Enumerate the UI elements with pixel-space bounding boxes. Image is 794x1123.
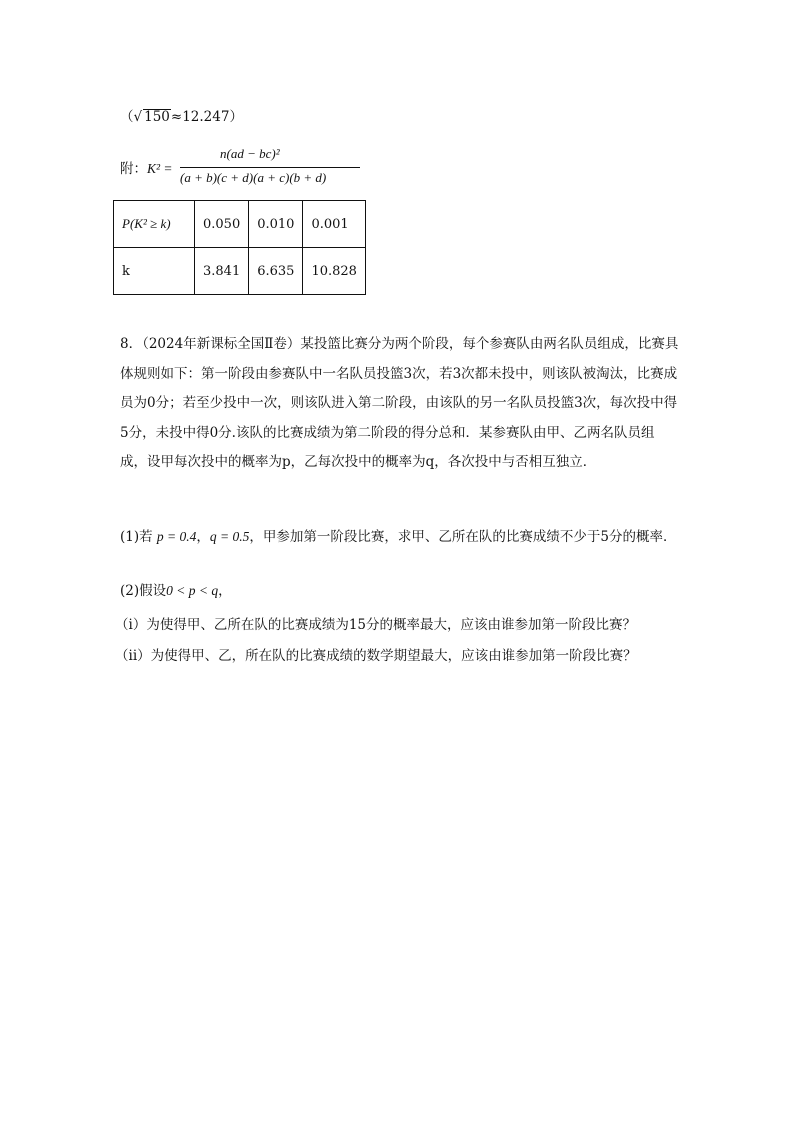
note-close-paren: ） xyxy=(229,109,243,125)
part-2-condition: 0 < p < q xyxy=(166,583,219,598)
critical-value-table xyxy=(113,200,366,295)
table-cell: 6.635 xyxy=(249,248,303,295)
sqrt-note xyxy=(120,108,243,126)
part-1-text: ，甲参加第一阶段比赛，求甲、乙所在队的比赛成绩不少于5分的概率． xyxy=(249,529,677,545)
table-header-label: P(K² ≥ k) xyxy=(114,201,195,248)
formula-label-line xyxy=(120,160,173,178)
table-row-label: k xyxy=(114,248,195,295)
formula-numerator: n(ad − bc)² xyxy=(220,146,280,161)
fraction-bar xyxy=(180,167,360,168)
part-2-prefix: (2)假设 xyxy=(120,583,167,599)
formula-label: 附： xyxy=(120,161,147,177)
part-2-suffix: ， xyxy=(218,583,232,599)
part-1 xyxy=(120,522,680,553)
table-row xyxy=(114,201,366,248)
sqrt-sign: √ xyxy=(133,109,143,125)
part-2-i: （i）为使得甲、乙所在队的比赛成绩为15分的概率最大，应该由谁参加第一阶段比赛？ xyxy=(115,617,636,633)
problem-statement: 8．（2024年新课标全国Ⅱ卷）某投篮比赛分为两个阶段，每个参赛队由两名队员组成，比赛具体规则如下：第一阶段由参赛队中一名队员投篮3次，若3次都未投中，则该队被淘汰，比赛成员为0分；若至少投中一次，则该队进入第二阶段，由该队的另一名队员投篮3次，每次投中得5分，未投中得0分.该队的比赛成绩为第二阶段的得分总和．某参赛队由甲、乙两名队员组成，设甲每次投中的概率为p，乙每次投中的概率为q，各次投中与否相互独立． xyxy=(120,336,679,470)
sqrt-radicand: 150 xyxy=(144,109,170,125)
part-2 xyxy=(120,582,232,600)
formula-lhs: K² = xyxy=(147,161,173,176)
table-cell: 0.050 xyxy=(195,201,249,248)
table-cell: 3.841 xyxy=(195,248,249,295)
table-cell: 0.001 xyxy=(303,201,366,248)
part-1-sep: ， xyxy=(196,529,210,545)
formula-denominator: (a + b)(c + d)(a + c)(b + d) xyxy=(180,170,327,185)
part-1-p: p = 0.4 xyxy=(156,529,197,544)
part-1-prefix: (1)若 xyxy=(120,529,157,545)
table-row xyxy=(114,248,366,295)
note-open-paren: （ xyxy=(120,109,134,125)
part-1-q: q = 0.5 xyxy=(209,529,250,544)
table-cell: 10.828 xyxy=(303,248,366,295)
sqrt-approx-value: ≈12.247 xyxy=(170,109,230,125)
part-2-ii: （ii）为使得甲、乙，所在队的比赛成绩的数学期望最大，应该由谁参加第一阶段比赛？ xyxy=(115,648,637,664)
table-cell: 0.010 xyxy=(249,201,303,248)
